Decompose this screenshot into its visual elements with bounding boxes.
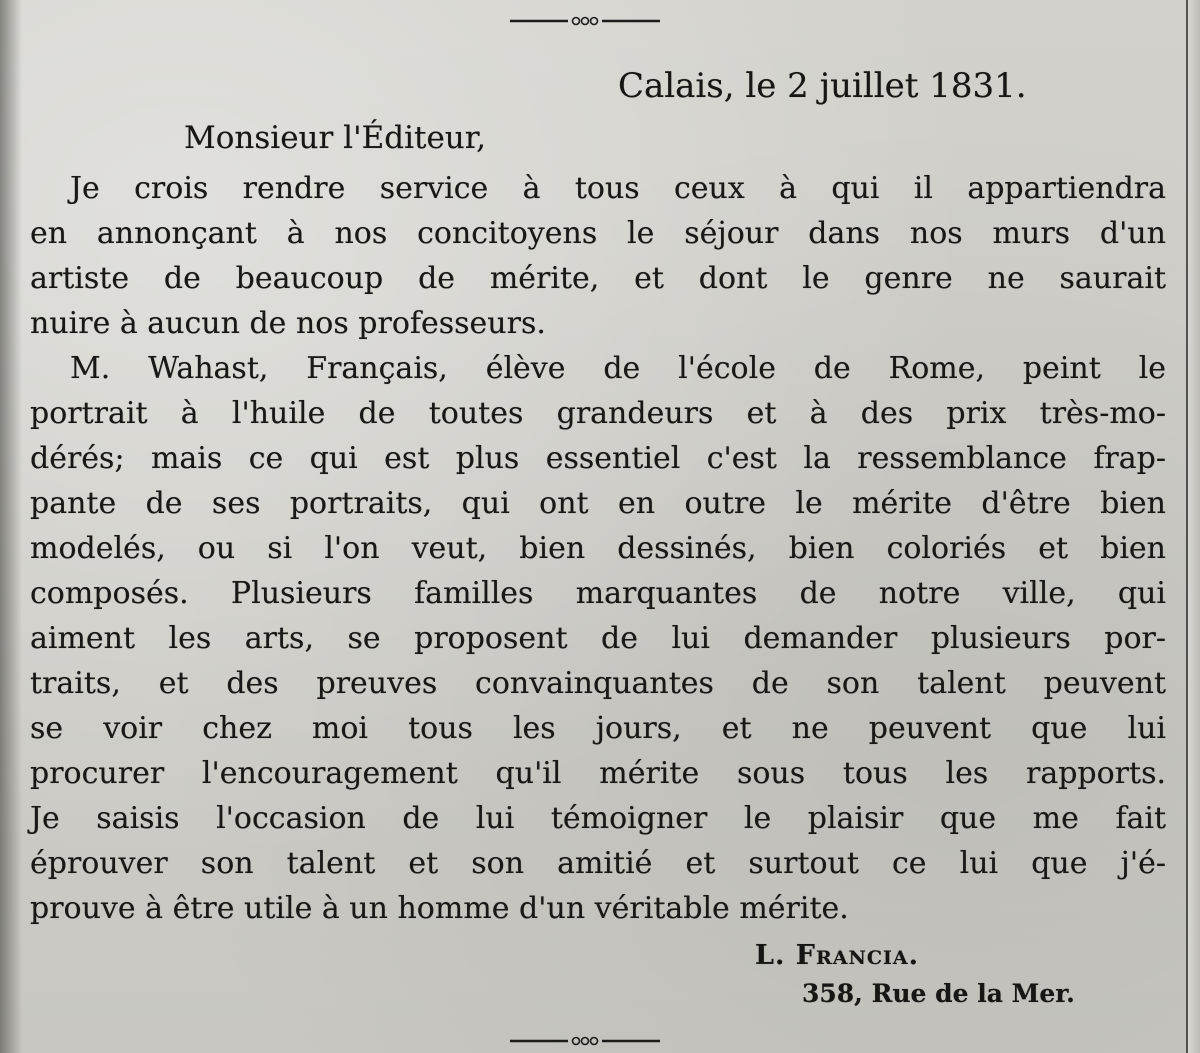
signature: L. Francia.	[755, 940, 920, 971]
text-line: modelés, ou si l'on veut, bien dessinés, bien coloriés et bien	[30, 531, 1166, 566]
text-line: pante de ses portraits, qui ont en outre le mérite d'être bien	[30, 486, 1166, 521]
paragraph-2	[30, 346, 1166, 931]
address: 358, Rue de la Mer.	[802, 979, 1075, 1008]
text-line: aiment les arts, se proposent de lui demander plusieurs por-	[30, 621, 1166, 656]
bottom-ornament	[510, 1036, 660, 1046]
page-edge	[1188, 0, 1200, 1053]
text-line: portrait à l'huile de toutes grandeurs et à des prix très-mo-	[30, 396, 1166, 431]
text-line: Je saisis l'occasion de lui témoigner le plaisir que me fait	[30, 801, 1166, 836]
top-ornament	[510, 16, 660, 26]
text-line: en annonçant à nos concitoyens le séjour dans nos murs d'un	[30, 216, 1166, 251]
text-line: prouve à être utile à un homme d'un véritable mérite.	[30, 891, 849, 926]
text-line: traits, et des preuves convainquantes de son talent peuvent	[30, 666, 1166, 701]
text-line: composés. Plusieurs familles marquantes de notre ville, qui	[30, 576, 1166, 611]
text-line: artiste de beaucoup de mérite, et dont le genre ne saurait	[30, 261, 1166, 296]
text-line: procurer l'encouragement qu'il mérite sous tous les rapports.	[30, 756, 1166, 791]
text-line: dérés; mais ce qui est plus essentiel c'est la ressemblance frap-	[30, 441, 1166, 476]
column-rule	[1186, 0, 1188, 1053]
text-line: nuire à aucun de nos professeurs.	[30, 306, 546, 341]
text-line: Je crois rendre service à tous ceux à qui il appartiendra	[70, 171, 1166, 206]
text-line: éprouver son talent et son amitié et surtout ce lui que j'é-	[30, 846, 1166, 881]
salutation: Monsieur l'Éditeur,	[184, 120, 487, 156]
text-line: se voir chez moi tous les jours, et ne peuvent que lui	[30, 711, 1166, 746]
page-gutter-shadow	[0, 0, 22, 1053]
dateline: Calais, le 2 juillet 1831.	[618, 66, 1027, 106]
paragraph-1	[30, 166, 1166, 346]
text-line: M. Wahast, Français, élève de l'école de Rome, peint le	[70, 351, 1166, 386]
